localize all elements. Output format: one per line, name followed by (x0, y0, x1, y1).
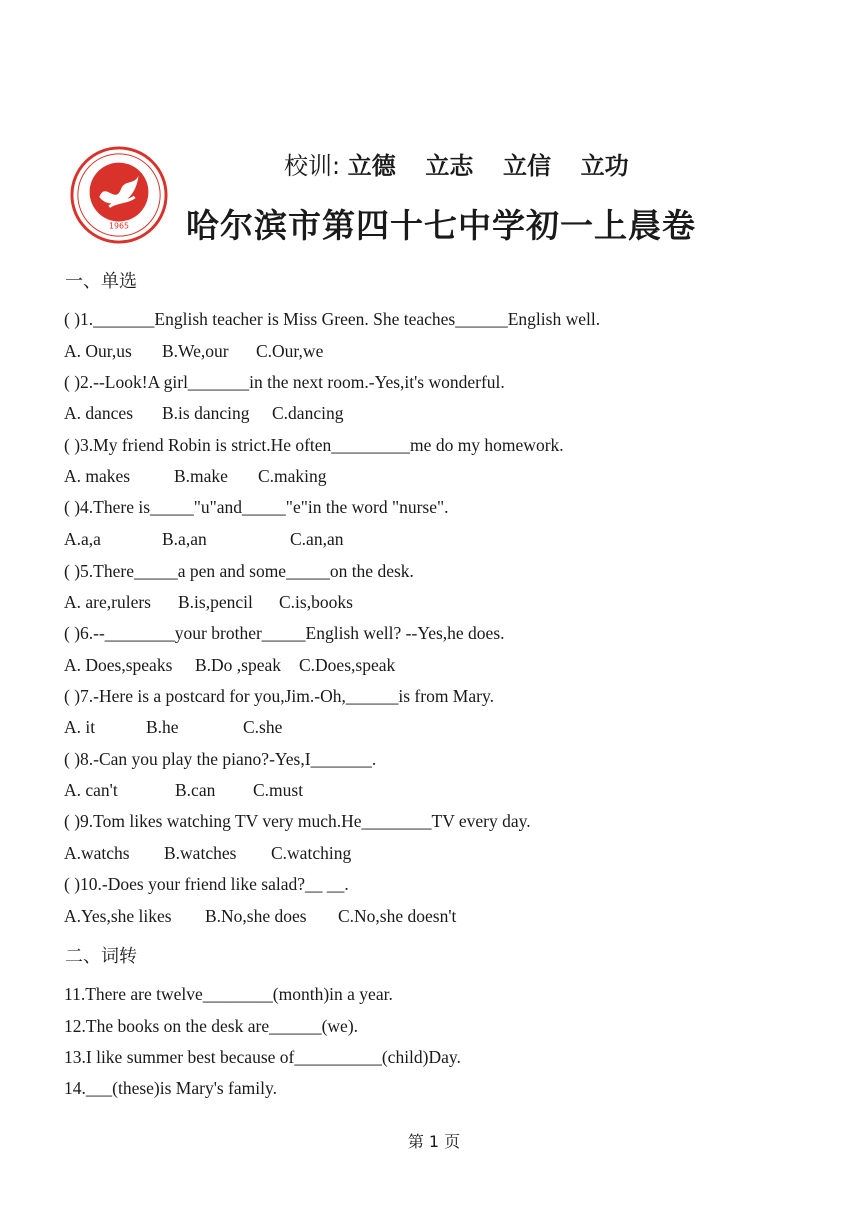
option: C.making (258, 466, 327, 486)
option: A. makes (64, 466, 131, 486)
option: B.Do ,speak (195, 655, 282, 675)
section-heading-single-choice: 一、单选 (65, 271, 137, 292)
option: B.can (175, 780, 216, 800)
option: A. are,rulers (64, 592, 151, 612)
motto-value: 立信 (503, 152, 552, 180)
motto-value: 立志 (425, 152, 474, 180)
motto-label: 校训: (284, 152, 341, 180)
question-stem: ( )9.Tom likes watching TV very much.He________TV every day. (64, 811, 531, 831)
question-options (64, 592, 353, 613)
option: C.must (253, 780, 304, 800)
question-options (64, 403, 343, 424)
page-number: 第 1 页 (407, 1132, 461, 1151)
option: C.No,she doesn't (338, 906, 457, 926)
question-options (64, 717, 282, 738)
option: B.We,our (162, 341, 229, 361)
question-options (64, 843, 351, 864)
option: B.he (146, 717, 179, 737)
school-seal-icon (70, 146, 168, 244)
option: B.watches (164, 843, 237, 863)
school-motto (284, 146, 651, 181)
option: B.is,pencil (178, 592, 253, 612)
question-options (64, 906, 456, 927)
question-stem: ( )10.-Does your friend like salad?__ __. (64, 874, 349, 894)
question-stem: ( )7.-Here is a postcard for you,Jim.-Oh,______is from Mary. (64, 686, 494, 706)
option: A. dances (64, 403, 134, 423)
question-stem: ( )5.There_____a pen and some_____on the desk. (64, 561, 414, 581)
option: A. Does,speaks (64, 655, 173, 675)
fill-in-item: 14.___(these)is Mary's family. (64, 1078, 277, 1098)
option: C.is,books (279, 592, 353, 612)
question-stem: ( )8.-Can you play the piano?-Yes,I_______. (64, 749, 377, 769)
question-stem: ( )2.--Look!A girl_______in the next room.-Yes,it's wonderful. (64, 372, 505, 392)
option: B.No,she does (205, 906, 307, 926)
question-options (64, 341, 323, 362)
option: C.an,an (290, 529, 344, 549)
option: B.is dancing (162, 403, 250, 423)
fill-in-item: 11.There are twelve________(month)in a year. (64, 984, 393, 1004)
option: A. can't (64, 780, 118, 800)
option: C.she (243, 717, 283, 737)
question-options (64, 655, 395, 676)
question-stem: ( )4.There is_____"u"and_____"e"in the word "nurse". (64, 497, 449, 517)
question-options (64, 529, 343, 550)
seal-year: 1965 (109, 221, 129, 231)
question-stem: ( )1._______English teacher is Miss Green. She teaches______English well. (64, 309, 601, 329)
option: C.Does,speak (299, 655, 396, 675)
option: C.Our,we (256, 341, 324, 361)
question-stem: ( )3.My friend Robin is strict.He often_________me do my homework. (64, 435, 564, 455)
question-options (64, 780, 303, 801)
option: A. it (64, 717, 96, 737)
option: A. Our,us (64, 341, 132, 361)
question-stem: ( )6.--________your brother_____English well? --Yes,he does. (64, 623, 505, 643)
option: A.watchs (64, 843, 130, 863)
option: C.watching (271, 843, 352, 863)
section-heading-word-forms: 二、词转 (65, 946, 137, 967)
fill-in-item: 13.I like summer best because of__________(child)Day. (64, 1047, 461, 1067)
option: B.a,an (162, 529, 207, 549)
motto-value: 立德 (347, 152, 396, 180)
option: C.dancing (272, 403, 344, 423)
option: A.Yes,she likes (64, 906, 172, 926)
motto-value: 立功 (580, 152, 629, 180)
option: B.make (174, 466, 228, 486)
document-title: 哈尔滨市第四十七中学初一上晨卷 (186, 206, 696, 245)
fill-in-item: 12.The books on the desk are______(we). (64, 1016, 359, 1036)
question-options (64, 466, 327, 487)
option: A.a,a (64, 529, 101, 549)
